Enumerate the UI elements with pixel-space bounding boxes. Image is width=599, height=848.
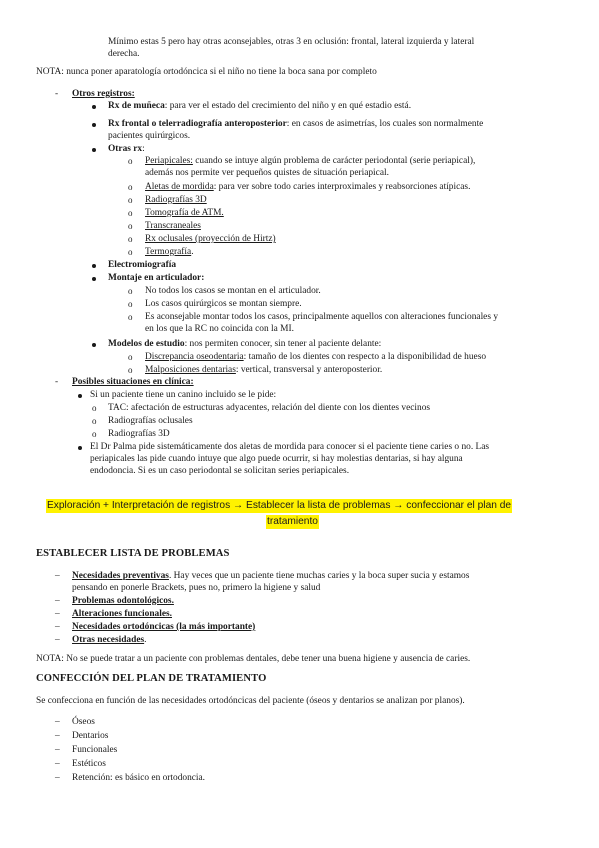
circle-bullet: o — [128, 221, 133, 231]
bullet-dot — [92, 105, 96, 109]
item-text: pensando en ponerle Brackets, pues no, primero la higiene y salud — [72, 583, 321, 593]
item-text: : nos permiten conocer, sin tener al paciente delante: — [184, 339, 382, 349]
item-label: Discrepancia oseodentaria — [145, 352, 244, 362]
list-dash: – — [55, 731, 60, 741]
item-label: Necesidades preventivas — [72, 571, 169, 581]
list-item: Transcraneales — [145, 221, 201, 231]
list-item — [108, 143, 145, 156]
bullet-dot — [92, 148, 96, 152]
item-label: Otras necesidades — [72, 635, 145, 645]
list-dash: – — [55, 635, 60, 645]
list-item: El Dr Palma pide sistemáticamente dos aletas de mordida para conocer si el paciente tiene caries o no. Las — [90, 442, 490, 452]
bullet-dot — [78, 394, 82, 398]
item-text: : en casos de asimetrías, los cuales son normalmente — [286, 119, 484, 129]
bullet-dot — [92, 123, 96, 127]
item-label: Periapicales: — [145, 156, 193, 166]
item-label: Aletas de mordida — [145, 182, 214, 192]
list-item: No todos los casos se montan en el articulador. — [145, 286, 321, 296]
highlighted-flow-text: tratamiento — [267, 516, 318, 527]
list-item: Radiografías 3D — [145, 195, 207, 205]
circle-bullet: o — [128, 156, 133, 166]
list-item: Radiografías oclusales — [108, 416, 193, 426]
item-text: : para ver el estado del crecimiento del niño y en qué estadio está. — [164, 101, 412, 111]
item-label: Rx de muñeca — [108, 101, 165, 111]
circle-bullet: o — [128, 247, 133, 257]
list-item: Si un paciente tiene un canino incluido se le pide: — [90, 390, 277, 400]
list-dash: – — [55, 773, 60, 783]
bullet-dot — [92, 264, 96, 268]
item-text: en los que la RC no coincida con la MI. — [145, 324, 294, 334]
section-heading-lista-problemas: ESTABLECER LISTA DE PROBLEMAS — [36, 548, 230, 559]
paragraph: Se confecciona en función de las necesidades ortodóncicas del paciente (óseos y dentarios se analizan por planos). — [36, 696, 465, 706]
item-text: cuando se intuye algún problema de carácter periodontal (serie periapical), — [192, 156, 476, 166]
list-item: TAC: afectación de estructuras adyacentes, relación del diente con los dientes vecinos — [108, 403, 431, 413]
intro-line: Mínimo estas 5 pero hay otras aconsejables, otras 3 en oclusión: frontal, lateral izquierda y lateral — [108, 37, 475, 47]
list-item: Estéticos — [72, 759, 106, 769]
circle-bullet: o — [92, 416, 97, 426]
item-label: Termografía — [145, 247, 192, 257]
list-dash: – — [55, 622, 60, 632]
list-item — [145, 246, 194, 259]
circle-bullet: o — [128, 208, 133, 218]
list-item — [108, 100, 411, 113]
item-text: periapicales las pide cuando intuye que algo puede ocurrir, si hay molestias dentarias, si hay alguna — [90, 454, 463, 464]
period: . — [191, 247, 194, 257]
item-text: : tamaño de los dientes con respecto a la disponibilidad de hueso — [243, 352, 487, 362]
item-label: Malposiciones dentarias — [145, 365, 236, 375]
circle-bullet: o — [92, 429, 97, 439]
list-item: Los casos quirúrgicos se montan siempre. — [145, 299, 302, 309]
colon: : — [142, 144, 145, 154]
bullet-dot — [92, 343, 96, 347]
list-dash: – — [55, 571, 60, 581]
list-item — [145, 155, 475, 168]
section-title-otros-registros: Otros registros: — [72, 89, 135, 99]
item-text: : vertical, transversal y anteroposterior. — [235, 365, 383, 375]
highlighted-flow-text: Exploración + Interpretación de registros → Establecer la lista de problemas → confeccionar el plan de — [47, 500, 512, 511]
list-item — [72, 570, 469, 583]
list-dash: - — [55, 377, 59, 387]
list-item: Montaje en articulador: — [108, 273, 205, 283]
list-item: Dentarios — [72, 731, 109, 741]
list-dash: – — [55, 717, 60, 727]
list-item: Necesidades ortodóncicas (la más importante) — [72, 622, 256, 632]
list-item: Electromiografía — [108, 260, 177, 270]
note-text: NOTA: No se puede tratar a un paciente con problemas dentales, debe tener una buena higiene y ausencia de caries. — [36, 654, 471, 664]
list-item: Es aconsejable montar todos los casos, principalmente aquellos con alteraciones funcionales y — [145, 312, 499, 322]
list-item: Óseos — [72, 717, 95, 727]
item-text: endodoncia. Si es un caso periodontal se solicitan series periapicales. — [90, 466, 350, 476]
circle-bullet: o — [128, 286, 133, 296]
list-dash: - — [55, 89, 59, 99]
bullet-dot — [92, 277, 96, 281]
bullet-dot — [78, 446, 82, 450]
list-item — [108, 338, 381, 351]
item-text: . Hay veces que un paciente tiene muchas caries y la boca super sucia y estamos — [168, 571, 470, 581]
circle-bullet: o — [128, 365, 133, 375]
item-label: Rx frontal o telerradiografía anteroposterior — [108, 119, 287, 129]
intro-line: derecha. — [108, 49, 140, 59]
item-text: : para ver sobre todo caries interproximales y reabsorciones atípicas. — [213, 182, 471, 192]
note-text: NOTA: nunca poner aparatología ortodóncica si el niño no tiene la boca sana por completo — [36, 67, 377, 77]
list-item — [145, 351, 486, 364]
section-title-posibles-situaciones: Posibles situaciones en clínica: — [72, 377, 194, 387]
circle-bullet: o — [128, 312, 133, 322]
list-item — [145, 181, 470, 194]
list-dash: – — [55, 596, 60, 606]
period: . — [144, 635, 147, 645]
item-label: Modelos de estudio — [108, 339, 185, 349]
list-item: Funcionales — [72, 745, 118, 755]
list-item: Tomografía de ATM. — [145, 208, 224, 218]
list-item — [108, 118, 483, 131]
circle-bullet: o — [128, 234, 133, 244]
list-item: Problemas odontológicos. — [72, 596, 174, 606]
item-text: además nos permite ver pequeños quistes de situación periapical. — [145, 168, 389, 178]
circle-bullet: o — [128, 182, 133, 192]
circle-bullet: o — [128, 299, 133, 309]
circle-bullet: o — [128, 352, 133, 362]
section-heading-plan-tratamiento: CONFECCIÓN DEL PLAN DE TRATAMIENTO — [36, 673, 267, 684]
list-dash: – — [55, 745, 60, 755]
list-dash: – — [55, 759, 60, 769]
circle-bullet: o — [128, 195, 133, 205]
item-label: Otras rx — [108, 144, 143, 154]
list-item — [72, 634, 146, 647]
item-text: pacientes quirúrgicos. — [108, 131, 191, 141]
circle-bullet: o — [92, 403, 97, 413]
list-item: Retención: es básico en ortodoncia. — [72, 773, 206, 783]
list-dash: – — [55, 609, 60, 619]
list-item: Alteraciones funcionales. — [72, 609, 172, 619]
list-item: Radiografías 3D — [108, 429, 170, 439]
list-item — [145, 364, 382, 377]
list-item: Rx oclusales (proyección de Hirtz) — [145, 234, 276, 244]
